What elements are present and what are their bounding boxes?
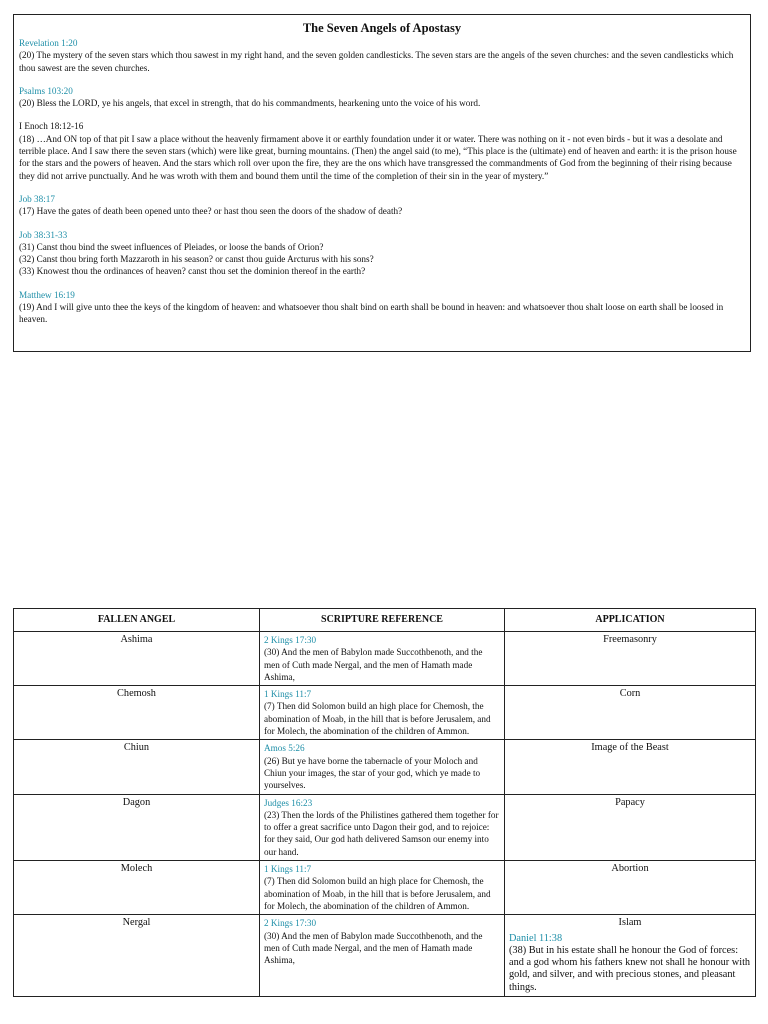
verse-text: (23) Then the lords of the Philistines gathered them together for to offer a great sacrifice unto Dagon their god, and to rejoice: for they said, Our god hath delivered Samson our enemy into our hand. — [264, 809, 499, 857]
application-cell — [505, 794, 756, 860]
verse-text: (33) Knowest thou the ordinances of heaven? canst thou set the dominion thereof in the earth? — [19, 266, 366, 277]
scripture-cell — [260, 632, 505, 686]
scripture-cell — [260, 915, 505, 997]
verse-text: (30) And the men of Babylon made Succothbenoth, and the men of Cuth made Nergal, and the men of Hamath made Ashima, — [264, 930, 483, 966]
verse-text: (20) The mystery of the seven stars which thou sawest in my right hand, and the seven golden candlesticks. The seven stars are the angels of the seven churches: and the seven candlesticks which thou sawest are the seven churches. — [19, 50, 734, 73]
application-label: Islam — [618, 917, 642, 929]
application-label: Image of the Beast — [591, 742, 669, 754]
verse-text: (38) But in his estate shall he honour the God of forces: and a god whom his fathers knew not shall he honour with gold, and silver, and with precious stones, and pleasant things. — [509, 944, 751, 993]
scripture-reference-link[interactable]: 1 Kings 11:7 — [264, 864, 312, 875]
passage — [19, 85, 745, 110]
verse-text: (31) Canst thou bind the sweet influences of Pleiades, or loose the bands of Orion? — [19, 241, 324, 252]
scripture-reference-link[interactable]: Judges 16:23 — [264, 797, 313, 808]
scripture-cell — [260, 794, 505, 860]
passages-panel — [13, 14, 751, 352]
column-header-scripture: SCRIPTURE REFERENCE — [260, 609, 505, 632]
table-row — [14, 915, 756, 997]
verse-text: (30) And the men of Babylon made Succothbenoth, and the men of Cuth made Nergal, and the men of Hamath made Ashima, — [264, 647, 483, 682]
fallen-angel-cell: Chiun — [14, 740, 260, 794]
fallen-angel-cell: Chemosh — [14, 686, 260, 740]
scripture-reference-link[interactable]: 2 Kings 17:30 — [264, 918, 317, 929]
scripture-reference-link[interactable]: 2 Kings 17:30 — [264, 635, 317, 645]
scripture-reference-link[interactable]: Amos 5:26 — [264, 743, 305, 754]
passage — [19, 120, 745, 181]
verse-text: (32) Canst thou bring forth Mazzaroth in his season? or canst thou guide Arcturus with his sons? — [19, 254, 374, 265]
verse-text: (7) Then did Solomon build an high place for Chemosh, the abomination of Moab, in the hill that is before Jerusalem, and for Molech, the abomination of the children of Ammon. — [264, 876, 491, 911]
scripture-cell — [260, 740, 505, 794]
passage — [19, 37, 745, 74]
table-row — [14, 861, 756, 915]
scripture-reference-link[interactable]: Daniel 11:38 — [509, 932, 563, 944]
scripture-reference-link: I Enoch 18:12-16 — [19, 121, 84, 132]
application-label: Abortion — [611, 863, 649, 875]
application-label: Freemasonry — [603, 634, 657, 645]
passage — [19, 193, 745, 218]
column-header-angel: FALLEN ANGEL — [14, 609, 260, 632]
fallen-angel-cell: Ashima — [14, 632, 260, 686]
passage — [19, 289, 745, 326]
verse-text: (26) But ye have borne the tabernacle of your Moloch and Chiun your images, the star of your god, which ye made to yourselves. — [264, 755, 481, 791]
application-cell — [505, 632, 756, 686]
table-row — [14, 632, 756, 686]
table-row — [14, 740, 756, 794]
application-label: Papacy — [615, 796, 645, 808]
table-header-row — [14, 609, 756, 632]
scripture-reference-link[interactable]: Matthew 16:19 — [19, 289, 75, 300]
table-row — [14, 686, 756, 740]
verse-text: (20) Bless the LORD, ye his angels, that excel in strength, that do his commandments, hearkening unto the voice of his word. — [19, 98, 481, 109]
scripture-reference-link[interactable]: Job 38:17 — [19, 193, 55, 204]
fallen-angels-table — [13, 608, 756, 997]
verse-text: (18) …And ON top of that pit I saw a place without the heavenly firmament above it or earthly foundation under it or water. There was nothing on it - not even birds - but it was a desolate and terrible place. And I saw there the seven stars (which) were like great, burning mountains. (Then) the angel said (to me), “This place is the (ultimate) end of heaven and earth: it is the prison house for the stars and the powers of heaven. And the stars which roll over upon the fire, they are the ons which have transgressed the commandments of God from the beginning of their rising because they did not arrive punctually. And he was wroth with them and bound them until the time of the completion of their sin in the year of mystery.” — [19, 133, 737, 181]
passage — [19, 229, 745, 278]
scripture-reference-link[interactable]: Psalms 103:20 — [19, 85, 73, 96]
verse-text: (17) Have the gates of death been opened unto thee? or hast thou seen the doors of the shadow of death? — [19, 206, 403, 217]
application-scripture — [509, 933, 751, 994]
page-title: The Seven Angels of Apostasy — [302, 21, 462, 35]
scripture-cell — [260, 686, 505, 740]
column-header-application: APPLICATION — [505, 609, 756, 632]
passage-list — [19, 37, 745, 326]
application-label: Corn — [619, 688, 641, 700]
fallen-angel-cell: Molech — [14, 861, 260, 915]
verse-text: (19) And I will give unto thee the keys of the kingdom of heaven: and whatsoever thou shalt bind on earth shall be bound in heaven: and whatsoever thou shalt loose on earth shall be loosed in heaven. — [19, 302, 724, 325]
scripture-cell — [260, 861, 505, 915]
fallen-angel-cell: Nergal — [14, 915, 260, 997]
application-cell — [505, 740, 756, 794]
verse-text: (7) Then did Solomon build an high place for Chemosh, the abomination of Moab, in the hill that is before Jerusalem, and for Molech, the abomination of the children of Ammon. — [264, 701, 491, 737]
application-cell — [505, 915, 756, 997]
scripture-reference-link[interactable]: Job 38:31-33 — [19, 229, 68, 240]
scripture-reference-link[interactable]: Revelation 1:20 — [19, 38, 78, 48]
table-row — [14, 794, 756, 860]
fallen-angel-cell: Dagon — [14, 794, 260, 860]
application-cell — [505, 686, 756, 740]
scripture-reference-link[interactable]: 1 Kings 11:7 — [264, 689, 312, 700]
application-cell — [505, 861, 756, 915]
